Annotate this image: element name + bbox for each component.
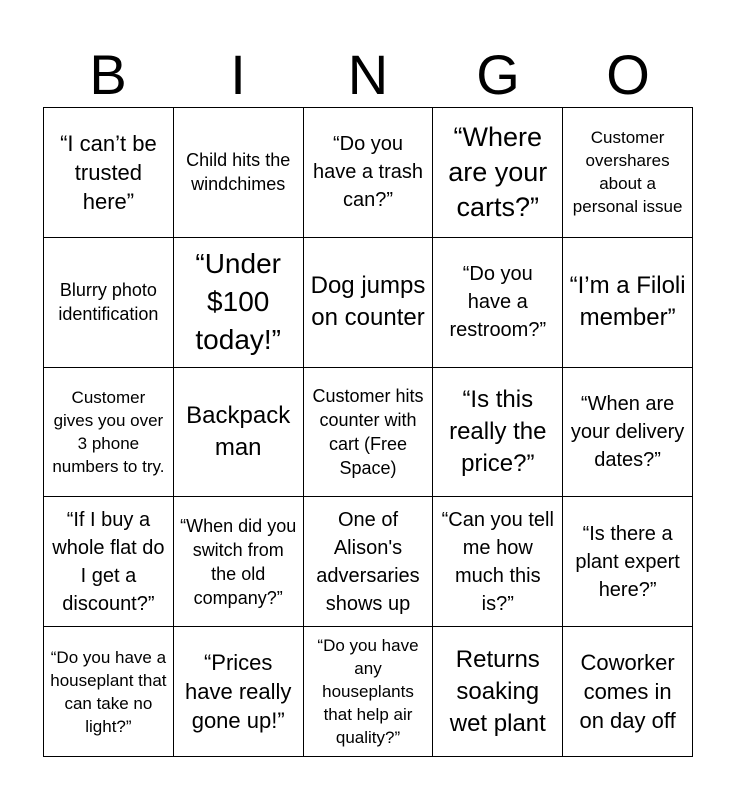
bingo-cell[interactable] xyxy=(44,238,174,368)
cell-text: Customer hits counter with cart (Free Space) xyxy=(312,385,424,478)
cell-text: “I can’t be trusted here” xyxy=(60,130,157,214)
header-letter-g: G xyxy=(476,43,520,106)
bingo-cell[interactable] xyxy=(433,238,563,368)
cell-text: Returns soaking wet plant xyxy=(449,645,546,737)
bingo-cell[interactable] xyxy=(44,627,174,757)
bingo-cell[interactable] xyxy=(433,627,563,757)
bingo-cell[interactable] xyxy=(304,108,434,238)
cell-text: Backpack man xyxy=(186,401,291,461)
cell-text: “Do you have a houseplant that can take no light?” xyxy=(50,647,167,736)
cell-text: “If I buy a whole flat do I get a discount?” xyxy=(52,508,165,615)
header-letter-o: O xyxy=(606,43,650,106)
cell-text: “Do you have a trash can?” xyxy=(312,133,424,212)
bingo-header xyxy=(43,44,693,106)
cell-text: “Where are your carts?” xyxy=(448,121,548,222)
cell-text: “Do you have any houseplants that help air quality?” xyxy=(317,636,419,748)
bingo-cell[interactable] xyxy=(563,108,693,238)
cell-text: Coworker comes in on day off xyxy=(579,650,676,734)
bingo-cell[interactable] xyxy=(433,368,563,498)
cell-text: “When are your delivery dates?” xyxy=(570,392,685,471)
bingo-cell[interactable] xyxy=(563,368,693,498)
cell-text: “When did you switch from the old company?” xyxy=(180,515,297,608)
header-letter-i: I xyxy=(230,43,246,106)
bingo-cell[interactable] xyxy=(304,368,434,498)
cell-text: “Prices have really gone up!” xyxy=(185,650,292,734)
bingo-cell[interactable] xyxy=(174,627,304,757)
cell-text: One of Alison's adversaries shows up xyxy=(316,508,420,615)
cell-text: “Under $100 today!” xyxy=(195,248,281,356)
cell-text: “Is there a plant expert here?” xyxy=(575,522,680,601)
header-letter-n: N xyxy=(347,43,389,106)
cell-text: “Is this really the price?” xyxy=(449,385,547,477)
cell-text: “Can you tell me how much this is?” xyxy=(441,508,554,615)
cell-text: Dog jumps on counter xyxy=(310,272,426,332)
cell-text: “I’m a Filoli member” xyxy=(569,272,686,332)
bingo-cell[interactable] xyxy=(174,108,304,238)
bingo-cell[interactable] xyxy=(563,238,693,368)
bingo-cell[interactable] xyxy=(304,627,434,757)
cell-text: Customer overshares about a personal issue xyxy=(572,128,683,217)
bingo-cell[interactable] xyxy=(44,368,174,498)
bingo-cell[interactable] xyxy=(433,108,563,238)
cell-text: Customer gives you over 3 phone numbers to try. xyxy=(52,387,165,476)
bingo-cell[interactable] xyxy=(433,497,563,627)
bingo-grid xyxy=(43,107,693,757)
bingo-cell[interactable] xyxy=(44,497,174,627)
header-letter-b: B xyxy=(89,43,127,106)
bingo-cell[interactable] xyxy=(44,108,174,238)
cell-text: Child hits the windchimes xyxy=(186,150,291,195)
bingo-cell[interactable] xyxy=(174,368,304,498)
bingo-cell[interactable] xyxy=(174,238,304,368)
bingo-cell[interactable] xyxy=(563,497,693,627)
bingo-cell[interactable] xyxy=(304,497,434,627)
bingo-cell[interactable] xyxy=(563,627,693,757)
bingo-cell[interactable] xyxy=(174,497,304,627)
cell-text: Blurry photo identification xyxy=(58,280,159,325)
bingo-cell[interactable] xyxy=(304,238,434,368)
cell-text: “Do you have a restroom?” xyxy=(449,263,547,342)
